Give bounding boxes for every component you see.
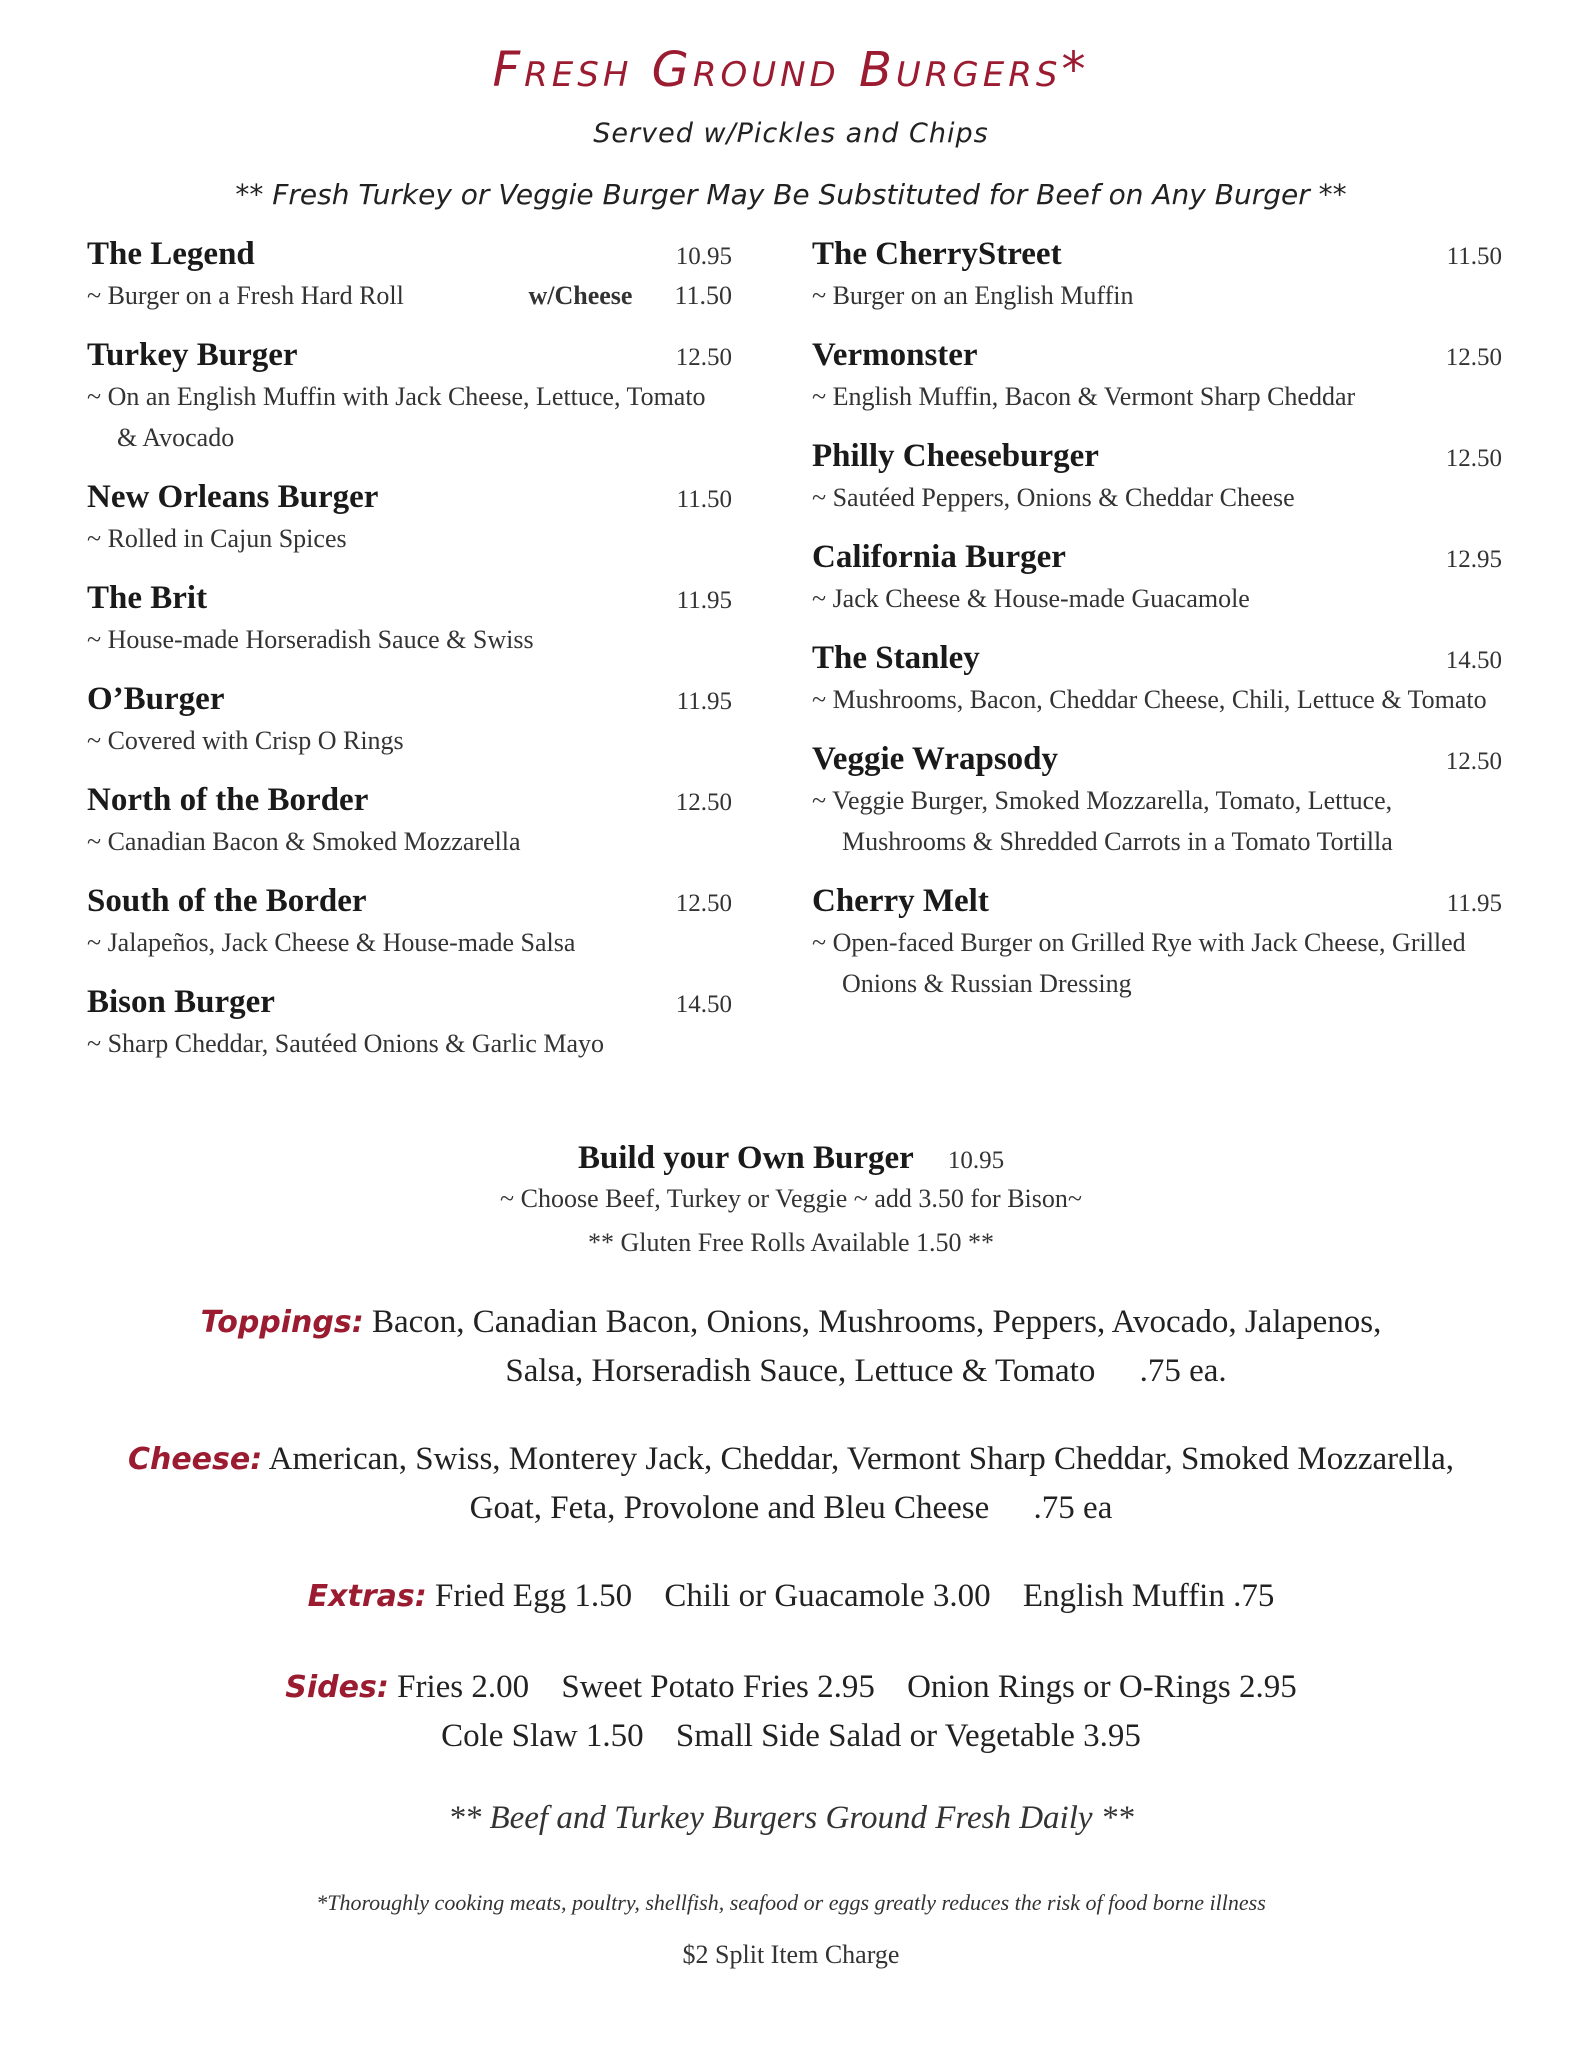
sides-item: Cole Slaw 1.50 bbox=[441, 1718, 644, 1754]
item-price: 12.50 bbox=[675, 890, 732, 917]
sides-item: Sweet Potato Fries 2.95 bbox=[561, 1669, 875, 1705]
menu-item bbox=[87, 982, 732, 1064]
item-description: ~ Canadian Bacon & Smoked Mozzarella bbox=[87, 827, 521, 856]
gluten-free-note: ** Gluten Free Rolls Available 1.50 ** bbox=[587, 1228, 995, 1257]
cheese-label: Cheese: bbox=[127, 1442, 263, 1477]
menu-item bbox=[812, 234, 1502, 316]
item-description: ~ House-made Horseradish Sauce & Swiss bbox=[87, 625, 534, 654]
toppings-list-line2: Salsa, Horseradish Sauce, Lettuce & Tomato bbox=[505, 1353, 1096, 1389]
sides-item: Onion Rings or O-Rings 2.95 bbox=[907, 1669, 1297, 1705]
toppings-label: Toppings: bbox=[200, 1305, 364, 1340]
item-description: ~ On an English Muffin with Jack Cheese, Lettuce, Tomato & Avocado bbox=[87, 382, 706, 452]
menu-item bbox=[812, 436, 1502, 518]
sides-item: Fries 2.00 bbox=[397, 1669, 530, 1705]
item-description: ~ Mushrooms, Bacon, Cheddar Cheese, Chili, Lettuce & Tomato bbox=[812, 685, 1487, 714]
cheese-list-line2: Goat, Feta, Provolone and Bleu Cheese bbox=[469, 1490, 990, 1526]
menu-item bbox=[87, 881, 732, 963]
item-description: ~ Open-faced Burger on Grilled Rye with Jack Cheese, Grilled Onions & Russian Dressing bbox=[812, 928, 1466, 998]
byo-price: 10.95 bbox=[947, 1147, 1005, 1174]
item-name: South of the Border bbox=[87, 883, 367, 919]
extras-item: Chili or Guacamole 3.00 bbox=[664, 1578, 991, 1614]
menu-item bbox=[87, 234, 732, 316]
cheese-option-price: 11.50 bbox=[674, 281, 732, 310]
toppings-price: .75 ea. bbox=[1139, 1353, 1227, 1389]
item-price: 12.50 bbox=[675, 344, 732, 371]
item-description: ~ Rolled in Cajun Spices bbox=[87, 524, 347, 553]
item-description: ~ Covered with Crisp O Rings bbox=[87, 726, 404, 755]
item-price: 11.50 bbox=[1446, 243, 1502, 270]
item-description: ~ Burger on an English Muffin bbox=[812, 281, 1134, 310]
fresh-ground-note: ** Beef and Turkey Burgers Ground Fresh Daily ** bbox=[448, 1800, 1134, 1836]
right-column bbox=[812, 234, 1502, 1023]
item-name: The CherryStreet bbox=[812, 236, 1062, 272]
item-price: 12.50 bbox=[1445, 445, 1502, 472]
left-column bbox=[87, 234, 732, 1083]
item-name: New Orleans Burger bbox=[87, 479, 379, 515]
item-price: 11.95 bbox=[676, 587, 732, 614]
food-safety-disclaimer: *Thoroughly cooking meats, poultry, shellfish, seafood or eggs greatly reduces the risk of food borne illness bbox=[316, 1890, 1266, 1915]
item-name: North of the Border bbox=[87, 782, 369, 818]
menu-item bbox=[812, 739, 1502, 862]
extras-section bbox=[0, 1572, 1582, 1621]
item-name: California Burger bbox=[812, 539, 1066, 575]
cheese-price: .75 ea bbox=[1033, 1490, 1113, 1526]
item-price: 12.50 bbox=[1445, 748, 1502, 775]
item-name: Vermonster bbox=[812, 337, 978, 373]
item-description: ~ Jalapeños, Jack Cheese & House-made Salsa bbox=[87, 928, 576, 957]
cheese-section bbox=[0, 1435, 1582, 1533]
item-price: 11.95 bbox=[1446, 890, 1502, 917]
menu-item bbox=[87, 780, 732, 862]
item-name: Turkey Burger bbox=[87, 337, 298, 373]
cheese-option-label: w/Cheese bbox=[528, 281, 633, 310]
build-your-own-section bbox=[0, 1140, 1582, 1265]
extras-label: Extras: bbox=[307, 1579, 427, 1614]
item-price: 10.95 bbox=[675, 243, 732, 270]
item-price: 11.95 bbox=[676, 688, 732, 715]
item-name: The Legend bbox=[87, 236, 255, 272]
cheese-list-line1: American, Swiss, Monterey Jack, Cheddar, Vermont Sharp Cheddar, Smoked Mozzarella, bbox=[268, 1441, 1455, 1477]
item-price: 14.50 bbox=[675, 991, 732, 1018]
item-price: 11.50 bbox=[676, 486, 732, 513]
menu-item bbox=[87, 477, 732, 559]
extras-item: English Muffin .75 bbox=[1022, 1578, 1275, 1614]
item-description: ~ Sautéed Peppers, Onions & Cheddar Cheese bbox=[812, 483, 1295, 512]
item-name: Cherry Melt bbox=[812, 883, 989, 919]
menu-item bbox=[812, 335, 1502, 417]
item-description: ~ Veggie Burger, Smoked Mozzarella, Tomato, Lettuce, Mushrooms & Shredded Carrots in a Tomato Tortilla bbox=[812, 786, 1393, 856]
menu-item bbox=[87, 578, 732, 660]
menu-title: Fresh Ground Burgers* bbox=[492, 42, 1090, 98]
item-price: 12.50 bbox=[675, 789, 732, 816]
toppings-list-line1: Bacon, Canadian Bacon, Onions, Mushrooms, Peppers, Avocado, Jalapenos, bbox=[371, 1304, 1382, 1340]
sides-item: Small Side Salad or Vegetable 3.95 bbox=[675, 1718, 1141, 1754]
item-description: ~ English Muffin, Bacon & Vermont Sharp Cheddar bbox=[812, 382, 1356, 411]
menu-item bbox=[812, 638, 1502, 720]
item-price: 12.50 bbox=[1445, 344, 1502, 371]
byo-name: Build your Own Burger bbox=[577, 1140, 914, 1176]
split-item-charge: $2 Split Item Charge bbox=[682, 1940, 900, 1969]
menu-item bbox=[87, 335, 732, 458]
toppings-section bbox=[0, 1298, 1582, 1396]
item-name: The Brit bbox=[87, 580, 208, 616]
item-price: 12.95 bbox=[1445, 546, 1502, 573]
item-name: The Stanley bbox=[812, 640, 980, 676]
menu-subtitle: Served w/Pickles and Chips bbox=[593, 118, 989, 149]
item-name: Philly Cheeseburger bbox=[812, 438, 1099, 474]
extras-item: Fried Egg 1.50 bbox=[435, 1578, 633, 1614]
item-name: O’Burger bbox=[87, 681, 225, 717]
menu-item bbox=[812, 537, 1502, 619]
item-name: Veggie Wrapsody bbox=[812, 741, 1059, 777]
item-description: ~ Jack Cheese & House-made Guacamole bbox=[812, 584, 1250, 613]
item-description: ~ Sharp Cheddar, Sautéed Onions & Garlic Mayo bbox=[87, 1029, 605, 1058]
sides-section bbox=[0, 1663, 1582, 1761]
item-price: 14.50 bbox=[1445, 647, 1502, 674]
item-description: ~ Burger on a Fresh Hard Roll bbox=[87, 281, 404, 310]
substitution-note: ** Fresh Turkey or Veggie Burger May Be Substituted for Beef on Any Burger ** bbox=[235, 178, 1347, 211]
item-name: Bison Burger bbox=[87, 984, 275, 1020]
sides-label: Sides: bbox=[285, 1670, 389, 1705]
menu-item bbox=[87, 679, 732, 761]
menu-item bbox=[812, 881, 1502, 1004]
byo-choices: ~ Choose Beef, Turkey or Veggie ~ add 3.50 for Bison~ bbox=[500, 1184, 1082, 1213]
